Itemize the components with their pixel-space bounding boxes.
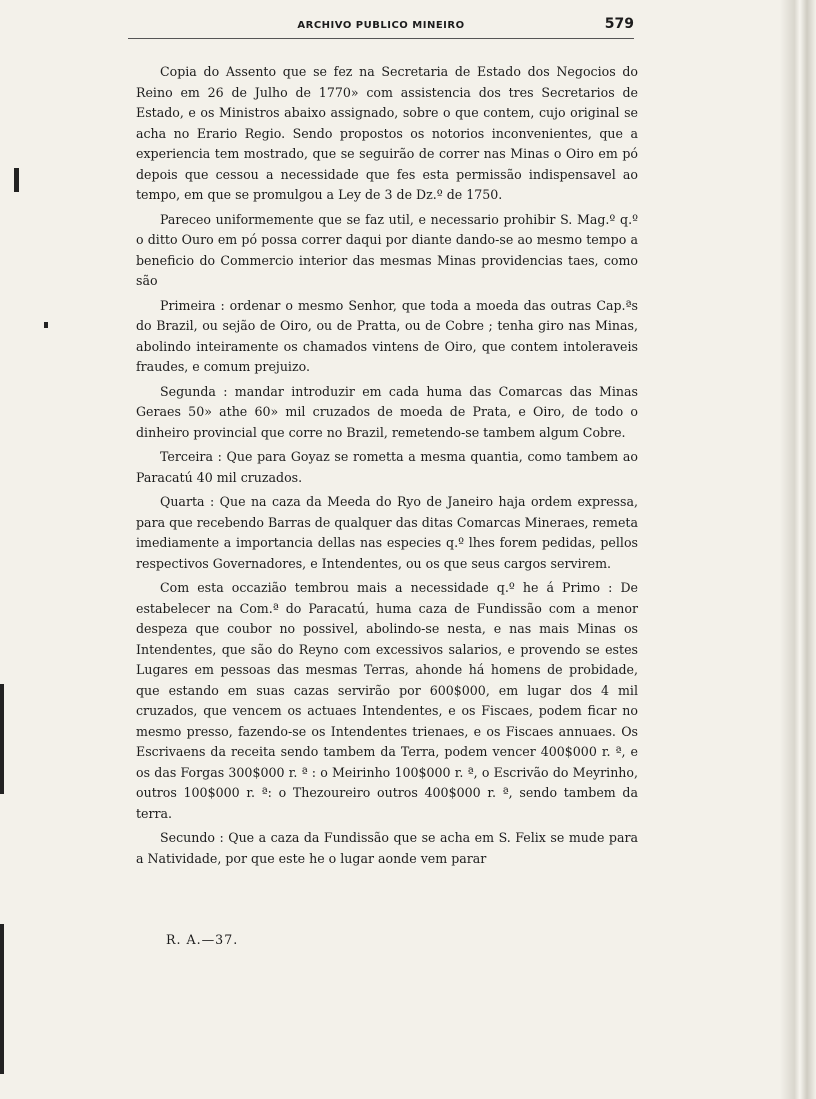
margin-mark [14,168,19,192]
body-text [136,62,638,869]
running-header [128,12,634,39]
paragraph-pareceo: Pareceo uniformemente que se faz util, e necessario prohibir S. Mag.º q.º o ditto Ouro em pó possa correr daqui por diante dando-se ao mesmo tempo a beneficio do Commercio interior das mesmas Minas providencias taes, como são [136,211,638,288]
paragraph-segunda: Segunda : mandar introduzir em cada huma das Comarcas das Minas Geraes 50» athe 60» mil cruzados de moeda de Prata, e Oiro, de todo o dinheiro provincial que corre no Brazil, remetendo-se tambem algum Cobre. [136,383,638,440]
page-number: 579 [604,16,634,32]
margin-mark [0,684,4,794]
paragraph-terceira: Terceira : Que para Goyaz se rometta a mesma quantia, como tambem ao Paracatú 40 mil cruzados. [136,449,638,485]
paragraph-intro: Copia do Assento que se fez na Secretaria de Estado dos Negocios do Reino em 26 de Julho de 1770» com assistencia dos tres Secretarios de Estado, e os Ministros abaixo assignado, sobre o que contem, cujo original se acha no Erario Regio. Sendo propostos os notorios inconvenientes, que a experiencia tem mostrado, que se seguirão de correr nas Minas o Oiro em pó depois que cessou a necessidade que fes esta permissão indispensavel ao tempo, em que se promulgou a Ley de 3 de Dz.º de 1750. [136,64,638,202]
header-title: ARCHIVO PUBLICO MINEIRO [297,20,465,31]
paragraph-occaziao: Com esta occazião tembrou mais a necessidade q.º he á Primo : De estabelecer na Com.ª do Paracatú, huma caza de Fundissão com a menor despeza que coubor no possivel, abolindo-se nesta, e nas mais Minas os Intendentes, que são do Reyno com excessivos salarios, e provendo se estes Lugares em pessoas das mesmas Terras, ahonde há homens de probidade, que estando em suas cazas servirão por 600$000, em lugar dos 4 mil cruzados, que vencem os actuaes Intendentes, e os Fiscaes, podem ficar no mesmo presso, fazendo-se os Intendentes trienaes, e os Fiscaes annuaes. Os Escrivaens da receita sendo tambem da Terra, podem vencer 400$000 r. ª, e os das Forgas 300$000 r. ª : o Meirinho 100$000 r. ª, o Escrivão do Meyrinho, outros 100$000 r. ª: o Thezoureiro outros 400$000 r. ª, sendo tambem da terra. [136,580,638,821]
paragraph-quarta: Quarta : Que na caza da Meeda do Ryo de Janeiro haja ordem expressa, para que recebendo Barras de qualquer das ditas Comarcas Mineraes, remeta imediamente a importancia dellas nas especies q.º lhes forem pedidas, pellos respectivos Governadores, e Intendentes, ou os que seus cargos servirem. [136,494,638,571]
page-binding-edge [780,0,816,1099]
paragraph-primeira: Primeira : ordenar o mesmo Senhor, que toda a moeda das outras Cap.ªs do Brazil, ou sejão de Oiro, ou de Pratta, ou de Cobre ; tenha giro nas Minas, abolindo inteiramente os chamados vintens de Oiro, que contem intoleraveis fraudes, e comum prejuizo. [136,297,638,374]
margin-mark [0,924,4,1074]
margin-mark [44,322,48,328]
paragraph-secundo: Secundo : Que a caza da Fundissão que se acha em S. Felix se mude para a Natividade, por que este he o lugar aonde vem parar [136,830,638,866]
signature-mark: R. A.—37. [166,932,239,947]
